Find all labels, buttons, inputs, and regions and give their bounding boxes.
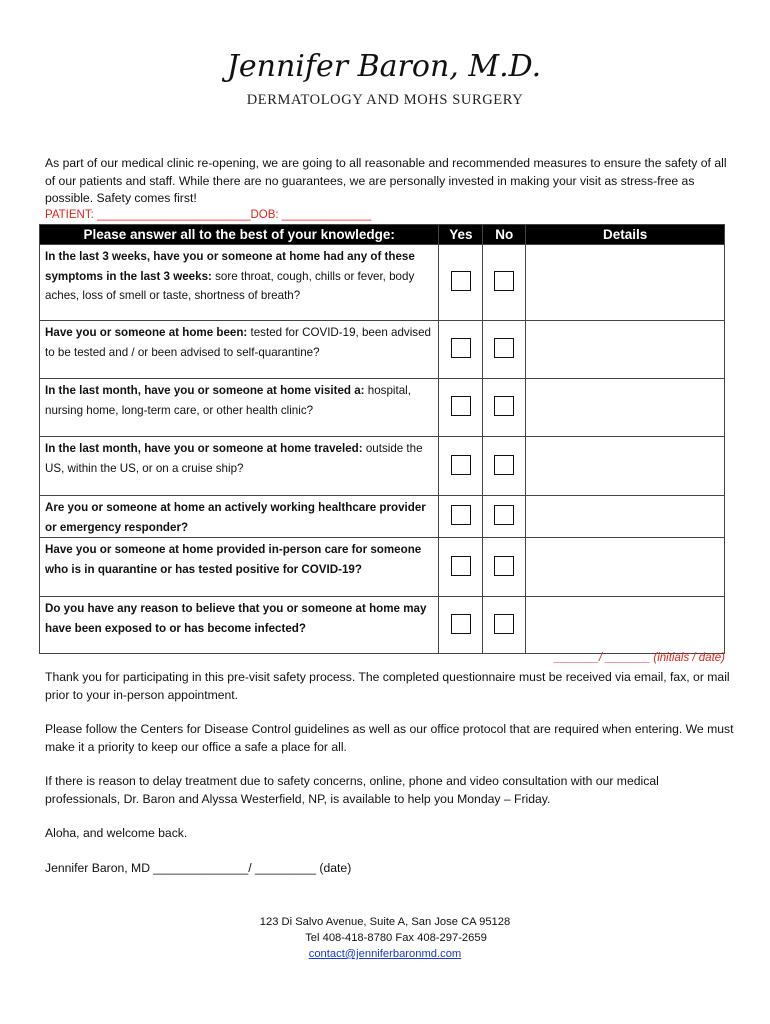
logo-signature [226,44,542,94]
yes-cell [439,496,483,538]
header-yes: Yes [439,225,483,245]
no-cell [483,379,526,437]
details-field[interactable] [526,597,725,654]
question-text: Have you or someone at home provided in-person care for someone who is in quarantine or has tested positive for COVID-19? [40,538,439,597]
table-row [40,437,725,496]
details-field[interactable] [526,321,725,379]
table-row [40,379,725,437]
no-cell [483,597,526,654]
yes-cell [439,321,483,379]
no-cell [483,538,526,597]
details-field[interactable] [526,538,725,597]
email-link[interactable]: contact@jenniferbaronmd.com [308,948,462,960]
no-cell [483,245,526,321]
no-checkbox[interactable] [494,396,514,416]
yes-checkbox[interactable] [451,396,471,416]
practice-subtitle: DERMATOLOGY AND MOHS SURGERY [246,92,524,108]
yes-checkbox[interactable] [451,338,471,358]
details-field[interactable] [526,379,725,437]
no-checkbox[interactable] [494,338,514,358]
header-question: Please answer all to the best of your knowledge: [40,225,439,245]
question-text: Are you or someone at home an actively working healthcare provider or emergency responder? [40,496,439,538]
question-text: In the last 3 weeks, have you or someone at home had any of these symptoms in the last 3 weeks: sore throat, cough, chills or fever, body aches, loss of smell or taste, shortness of breath? [40,245,439,321]
table-row [40,245,725,321]
cdc-paragraph: Please follow the Centers for Disease Control guidelines as well as our office protocol that are required when entering. We must make it a priority to keep our office a safe a place for all. [45,722,734,754]
questionnaire-table [39,224,725,654]
no-checkbox[interactable] [494,505,514,525]
initials-date-line[interactable]: _______/ _______ (initials / date) [554,652,725,664]
table-row [40,538,725,597]
yes-checkbox[interactable] [451,455,471,475]
header-no: No [483,225,526,245]
header-details: Details [526,225,725,245]
yes-cell [439,538,483,597]
footer-phone-fax: Tel 408-418-8780 Fax 408-297-2659 [305,932,487,944]
no-checkbox[interactable] [494,556,514,576]
table-header-row [40,225,725,245]
closing-text: Aloha, and welcome back. [45,826,188,840]
details-field[interactable] [526,437,725,496]
table-row [40,321,725,379]
yes-cell [439,245,483,321]
footer-email-wrap [0,946,770,963]
question-text: In the last month, have you or someone at home visited a: hospital, nursing home, long-term care, or other health clinic? [40,379,439,437]
consultation-paragraph: If there is reason to delay treatment due to safety concerns, online, phone and video consultation with our medical professionals, Dr. Baron and Alyssa Westerfield, NP, is available to help you Monday – Friday. [45,774,659,806]
footer-address: 123 Di Salvo Avenue, Suite A, San Jose CA 95128 [259,916,511,928]
patient-dob-line[interactable]: PATIENT: ________________________DOB: ______________ [45,209,372,221]
question-text: In the last month, have you or someone at home traveled: outside the US, within the US, or on a cruise ship? [40,437,439,496]
yes-cell [439,597,483,654]
yes-checkbox[interactable] [451,505,471,525]
no-checkbox[interactable] [494,271,514,291]
yes-checkbox[interactable] [451,556,471,576]
intro-text: As part of our medical clinic re-opening, we are going to all reasonable and recommended measures to ensure the safety of all of our patients and staff. While there are no guarantees, we are personally invested in making your visit as stress-free as possible. Safety comes first! [45,156,727,205]
question-text: Do you have any reason to believe that you or someone at home may have been exposed to or has become infected? [40,597,439,654]
details-field[interactable] [526,496,725,538]
details-field[interactable] [526,245,725,321]
no-checkbox[interactable] [494,614,514,634]
no-checkbox[interactable] [494,455,514,475]
signature-line[interactable]: Jennifer Baron, MD ______________/ _________ (date) [45,861,352,875]
no-cell [483,321,526,379]
question-text: Have you or someone at home been: tested for COVID-19, been advised to be tested and / or been advised to self-quarantine? [40,321,439,379]
table-row [40,496,725,538]
yes-checkbox[interactable] [451,271,471,291]
yes-cell [439,379,483,437]
table-row [40,597,725,654]
no-cell [483,496,526,538]
yes-checkbox[interactable] [451,614,471,634]
yes-cell [439,437,483,496]
no-cell [483,437,526,496]
thank-you-paragraph: Thank you for participating in this pre-visit safety process. The completed questionnaire must be received via email, fax, or mail prior to your in-person appointment. [45,670,730,702]
svg-text:Jennifer Baron, M.D.: Jennifer Baron, M.D. [226,49,542,84]
